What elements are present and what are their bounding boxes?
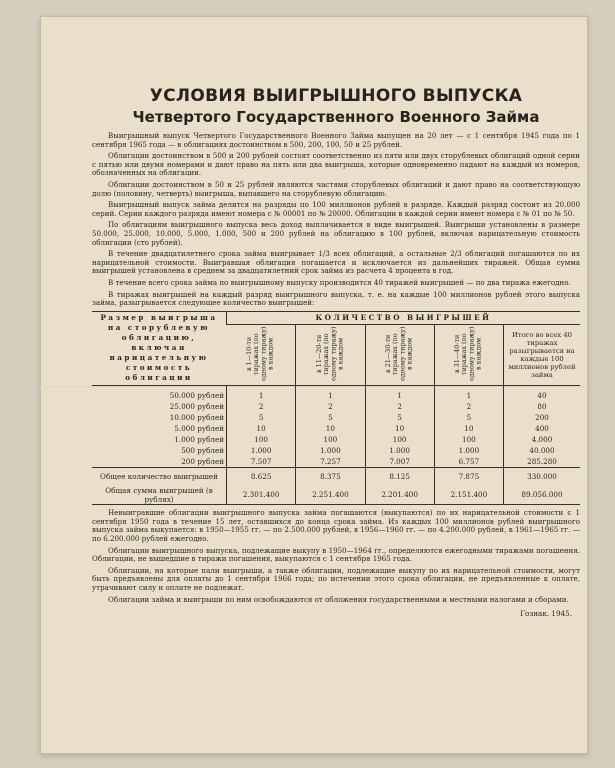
total-cell: 285.280 xyxy=(504,456,581,468)
summary-row xyxy=(92,467,580,486)
paragraph: В течение всего срока займа по выигрышному выпуску производится 40 тиражей выигрышей — по два тиража ежегодно. xyxy=(108,277,571,287)
cell: 7.257 xyxy=(296,456,365,468)
cell: 7.507 xyxy=(227,456,296,468)
prize-size: 50.000 рублей xyxy=(169,390,224,400)
prize-size: 25.000 рублей xyxy=(169,401,224,411)
total-cell: 89.056.000 xyxy=(504,486,581,505)
cell: 100 xyxy=(227,434,296,445)
cell: 10 xyxy=(365,423,434,434)
cell: 8.375 xyxy=(296,467,365,486)
summary-label: Общая сумма выигрышей (в рублях) xyxy=(92,486,227,505)
cell: 8.125 xyxy=(365,467,434,486)
table-row xyxy=(92,445,580,456)
paragraph: Выигрышный выпуск займа делится на разряды по 100 миллионов рублей в разряде. Каждый разряд состоит из 20.000 серий. Серии каждого разряда имеют номера с № 00001 по № 20000. Облигации в каждой серии имеют номера с № 01 по № 50. xyxy=(92,200,580,218)
cell: 2 xyxy=(434,401,503,412)
table-row xyxy=(92,434,580,445)
cell: 2 xyxy=(365,401,434,412)
cell: 6.757 xyxy=(434,456,503,468)
table-row xyxy=(92,456,580,468)
paragraph: По облигациям выигрышного выпуска весь доход выплачивается в виде выигрышей. Выигрыши установлены в размере 50.000, 25.000, 10.000, 5.000, 1.000, 500 и 200 рублей на облигацию в 100 рублей, включая нарицательную стоимость облигации (сто рублей). xyxy=(92,220,580,247)
col-header: в 11—20-ти тиражах (по одному тиражу) в каждом xyxy=(296,324,365,385)
total-cell: 330.000 xyxy=(504,467,581,486)
paragraph: В течение двадцатилетнего срока займа выигрывает 1/3 всех облигаций, а остальные 2/3 облигаций погашаются по их нарицательной стоимости. Выигравшая облигация погашается и исключается из дальнейших тиражей. Общая сумма выигрышей установлена в среднем за двадцатилетний срок займа из расчета 4 процента в год. xyxy=(92,249,580,276)
table-row xyxy=(92,412,580,423)
cell: 1.000 xyxy=(227,445,296,456)
cell: 100 xyxy=(296,434,365,445)
paragraph: Облигации достоинством в 500 и 200 рублей состоят соответственно из пяти или двух сторублевых облигаций одной серии с пятью или двумя номерами и дают право на пять или два выигрыша, которые одновременно падают на каждый из номеров, обозначенных на облигации. xyxy=(92,151,580,178)
document-subtitle: Четвертого Государственного Военного Займа xyxy=(132,108,540,126)
total-col-header: Итого во всех 40 тиражах разыгрывается на каждые 100 миллионов рублей займа xyxy=(504,324,581,385)
cell: 5 xyxy=(227,412,296,423)
cell: 100 xyxy=(365,434,434,445)
cell: 1.000 xyxy=(365,445,434,456)
col-header: в 21—30-ти тиражах (по одному тиражу) в каждом xyxy=(365,324,434,385)
cell: 7.875 xyxy=(434,467,503,486)
total-cell: 4.000 xyxy=(504,434,581,445)
cell: 1 xyxy=(296,385,365,401)
prize-rows xyxy=(92,385,580,467)
cell: 2.301.400 xyxy=(227,486,296,505)
paragraph: В тиражах выигрышей на каждый разряд выигрышного выпуска, т. е. на каждые 100 миллионов рублей этого выпуска займа, разыгрывается следующее количество выигрышей: xyxy=(92,289,580,308)
cell: 8.625 xyxy=(227,467,296,486)
document-title: УСЛОВИЯ ВЫИГРЫШНОГО ВЫПУСКА xyxy=(149,86,523,106)
cell: 1.000 xyxy=(434,445,503,456)
terms-top xyxy=(92,132,580,308)
table-row xyxy=(92,401,580,412)
paragraph: Облигации, на которые пали выигрыши, а также облигации, подлежащие выкупу по их нарицательной стоимости, могут быть предъявлены для оплаты до 1 сентября 1966 года; по истечении этого срока облигации, не предъявленные к оплате, утрачивают силу и оплате не подлежат. xyxy=(92,565,580,593)
cell: 100 xyxy=(434,434,503,445)
cell: 1 xyxy=(365,385,434,401)
cell: 10 xyxy=(227,423,296,434)
paragraph: Облигации достоинством в 50 и 25 рублей являются частями сторублевых облигаций и дают право на соответствующую долю (половину, четверть) выигрыша, выпавшего на сторублевую облигацию. xyxy=(92,179,580,198)
total-cell: 40.000 xyxy=(504,445,581,456)
cell: 2 xyxy=(227,401,296,412)
paragraph: Выигрышный выпуск Четвертого Государственного Военного Займа выпущен на 20 лет — с 1 сентября 1945 года по 1 сентября 1965 года — в облигациях достоинством в 500, 200, 100, 50 и 25 рублей. xyxy=(92,131,580,149)
terms-bottom xyxy=(92,509,580,604)
cell: 7.007 xyxy=(365,456,434,468)
total-cell: 40 xyxy=(504,385,581,401)
cell: 1 xyxy=(227,385,296,401)
bond-sheet xyxy=(40,16,588,754)
prize-size: 10.000 рублей xyxy=(169,412,224,422)
table-row xyxy=(92,385,580,401)
prize-table xyxy=(92,311,580,506)
printer-mark: Гознак. 1945. xyxy=(520,609,572,619)
col-header: в 1—10-ти тиражах (по одному тиражу) в каждом xyxy=(227,324,296,385)
cell: 5 xyxy=(296,412,365,423)
summary-row xyxy=(92,486,580,505)
prize-size: 200 рублей xyxy=(181,456,224,466)
summary-label: Общее количество выигрышей xyxy=(100,472,218,482)
prize-size: 1.000 рублей xyxy=(174,434,224,444)
cell: 2.251.400 xyxy=(296,486,365,505)
col-header: в 31—40-ти тиражах (по одному тиражу) в каждом xyxy=(434,324,503,385)
size-header: Размер выигрыша на сторублевую облигацию, включая нарицательную стоимость облигации xyxy=(92,311,227,385)
cell: 10 xyxy=(296,423,365,434)
total-cell: 400 xyxy=(504,423,581,434)
cell: 1 xyxy=(434,385,503,401)
quantity-group-header: КОЛИЧЕСТВО ВЫИГРЫШЕЙ xyxy=(227,311,581,324)
cell: 1.000 xyxy=(296,445,365,456)
table-row xyxy=(92,423,580,434)
total-cell: 200 xyxy=(504,412,581,423)
prize-size: 500 рублей xyxy=(181,445,224,455)
prize-size: 5.000 рублей xyxy=(174,423,224,433)
summary-rows xyxy=(92,467,580,504)
cell: 2.151.400 xyxy=(434,486,503,505)
total-cell: 80 xyxy=(504,401,581,412)
cell: 2.201.400 xyxy=(365,486,434,505)
cell: 10 xyxy=(434,423,503,434)
cell: 5 xyxy=(434,412,503,423)
cell: 5 xyxy=(365,412,434,423)
paragraph: Облигации займа и выигрыши по ним освобождаются от обложения государственными и местными налогами и сборами. xyxy=(108,594,569,604)
paragraph: Невыигравшие облигации выигрышного выпуска займа погашаются (выкупаются) по их нарицательной стоимости с 1 сентября 1950 года в течение 15 лет, оставшихся до конца срока займа. Из каждых 100 миллионов рублей выигрышного выпуска займа выкупается: в 1950—1955 гг. — по 2.500.000 рублей, в 1956—1960 гг. — по 4.200.000 рублей, в 1961—1965 гг. — по 6.200.000 рублей ежегодно. xyxy=(92,508,580,544)
document-body xyxy=(92,86,580,622)
cell: 2 xyxy=(296,401,365,412)
paragraph: Облигации выигрышного выпуска, подлежащие выкупу в 1950—1964 гг., определяются ежегодными тиражами погашения. Облигации, не вышедшие в тиражи погашения, выкупаются с 1 сентября 1965 года. xyxy=(92,545,580,564)
